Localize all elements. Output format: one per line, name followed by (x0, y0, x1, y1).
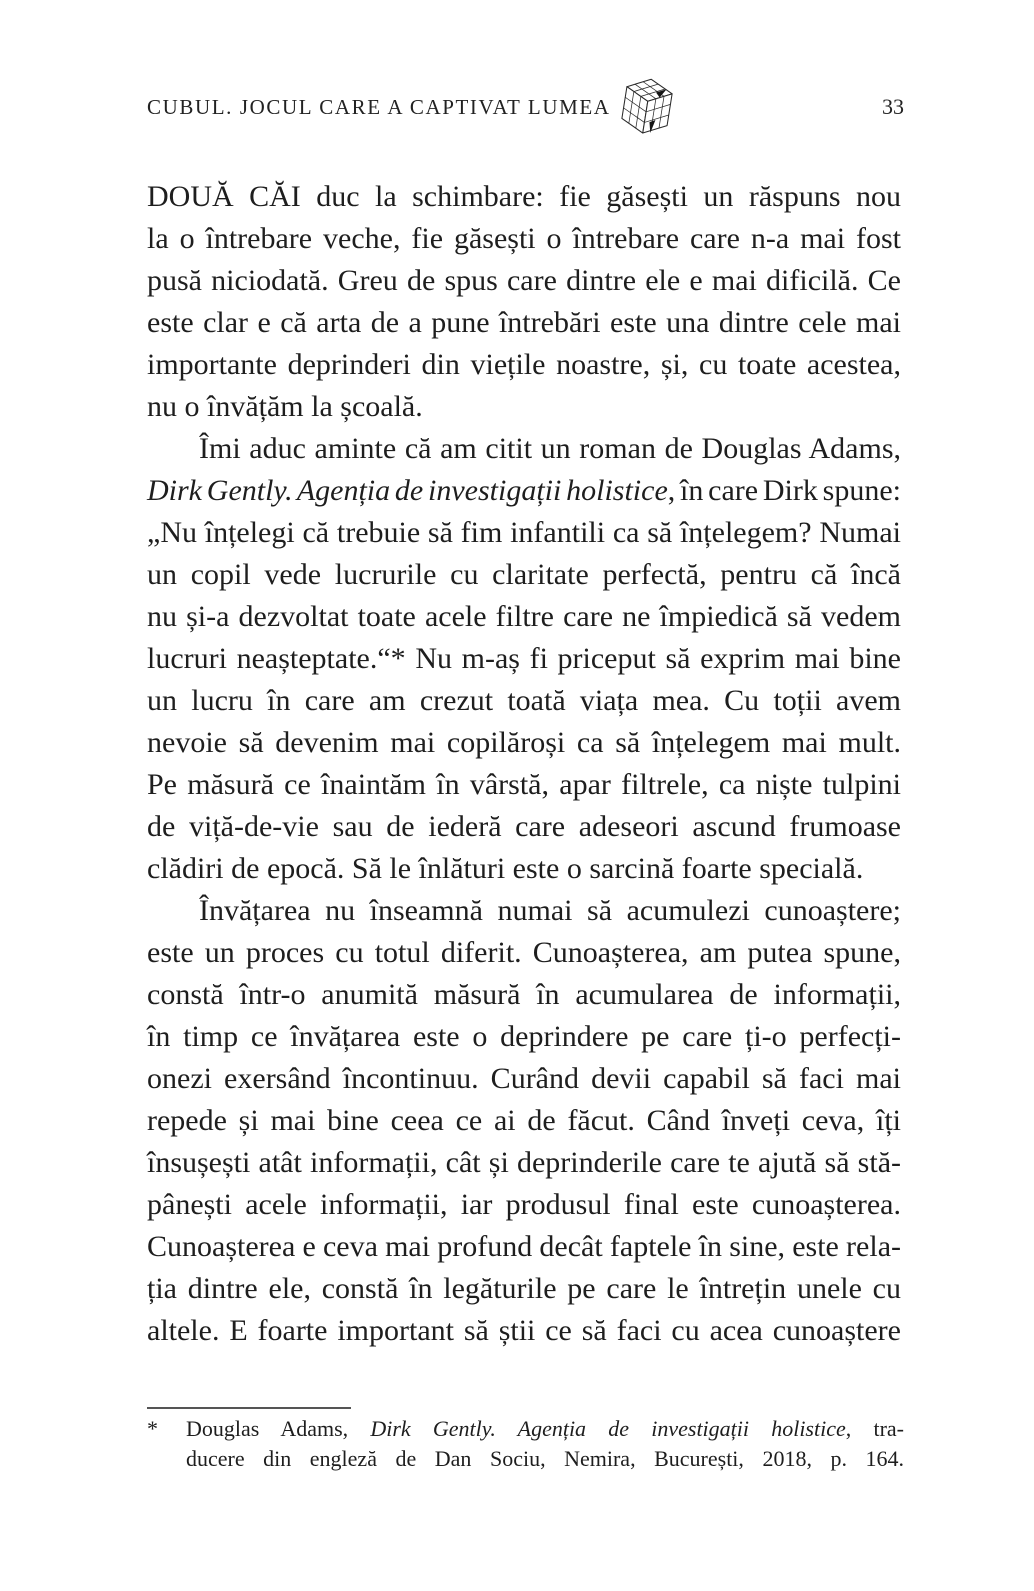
footnote (147, 1414, 904, 1474)
text-line: însușești atât informații, cât și deprinderile care te ajută să stă- (147, 1146, 901, 1179)
text-line: repede și mai bine ceea ce ai de făcut. Când înveți ceva, îți (147, 1104, 901, 1137)
text-line: la o întrebare veche, fie găsești o întrebare care n-a mai fost (147, 222, 901, 255)
text-line: importante deprinderi din viețile noastre, și, cu toate acestea, (147, 348, 901, 381)
footnote-line (186, 1414, 904, 1444)
text-segment: Douglas Adams, (186, 1416, 371, 1441)
page-number: 33 (882, 94, 904, 119)
text-segment: , tra- (845, 1416, 904, 1441)
text-line: nu și-a dezvoltat toate acele filtre care ne împiedică să vedem (147, 600, 901, 633)
footnote-separator (147, 1407, 351, 1409)
body-text (147, 176, 901, 1352)
running-header-title: CUBUL. JOCUL CARE A CAPTIVAT LUMEA (147, 95, 611, 119)
text-line: un copil vede lucrurile cu claritate perfectă, pentru că încă (147, 558, 901, 591)
footnote-text (186, 1414, 904, 1474)
book-title-italic: Dirk Gently. Agenția de investigații holistice (147, 474, 668, 507)
text-line: lucruri neașteptate.“* Nu m-aș fi priceput să exprim mai bine (147, 642, 901, 675)
text-line: ția dintre ele, constă în legăturile pe care le întrețin unele cu (147, 1272, 901, 1305)
text-line: nu o învățăm la școală. (147, 390, 423, 423)
footnote-line: ducere din engleză de Dan Sociu, Nemira, București, 2018, p. 164. (186, 1446, 904, 1471)
text-line: de viță-de-vie sau de iederă care adeseori ascund frumoase (147, 810, 901, 843)
text-line: constă într-o anumită măsură în acumularea de informații, (147, 978, 901, 1011)
text-line: altele. E foarte important să știi ce să faci cu acea cunoaștere (147, 1314, 901, 1347)
text-line: este un proces cu totul diferit. Cunoașterea, am putea spune, (147, 936, 901, 969)
text-line: pusă niciodată. Greu de spus care dintre ele e mai dificilă. Ce (147, 264, 901, 297)
text-line: DOUĂ CĂI duc la schimbare: fie găsești un răspuns nou (147, 180, 901, 213)
text-line: clădiri de epocă. Să le înlături este o sarcină foarte specială. (147, 852, 864, 885)
text-line: Pe măsură ce înaintăm în vârstă, apar filtrele, ca niște tulpini (147, 768, 901, 801)
book-title-italic: Dirk Gently. Agenția de investigații holistice (370, 1416, 846, 1441)
footnote-marker: * (147, 1416, 158, 1441)
rubiks-cube-icon (616, 74, 678, 142)
text-segment: , în care Dirk spune: (667, 474, 901, 507)
text-line: Îmi aduc aminte că am citit un roman de Douglas Adams, (199, 432, 901, 465)
text-line: Cunoașterea e ceva mai profund decât faptele în sine, este rela- (147, 1230, 901, 1263)
text-line: onezi exersând încontinuu. Curând devii capabil să faci mai (147, 1062, 901, 1095)
text-line: „Nu înțelegi că trebuie să fim infantili ca să înțelegem? Numai (147, 516, 901, 549)
text-line: este clar e că arta de a pune întrebări este una dintre cele mai (147, 306, 901, 339)
text-line: nevoie să devenim mai copilăroși ca să înțelegem mai mult. (147, 726, 901, 759)
text-line: un lucru în care am crezut toată viața mea. Cu toții avem (147, 684, 901, 717)
text-line: Învățarea nu înseamnă numai să acumulezi cunoaștere; (199, 894, 901, 927)
text-line: pânești acele informații, iar produsul final este cunoașterea. (147, 1188, 901, 1221)
text-line: în timp ce învățarea este o deprindere pe care ți-o perfecți- (147, 1020, 901, 1053)
text-line (147, 470, 901, 512)
